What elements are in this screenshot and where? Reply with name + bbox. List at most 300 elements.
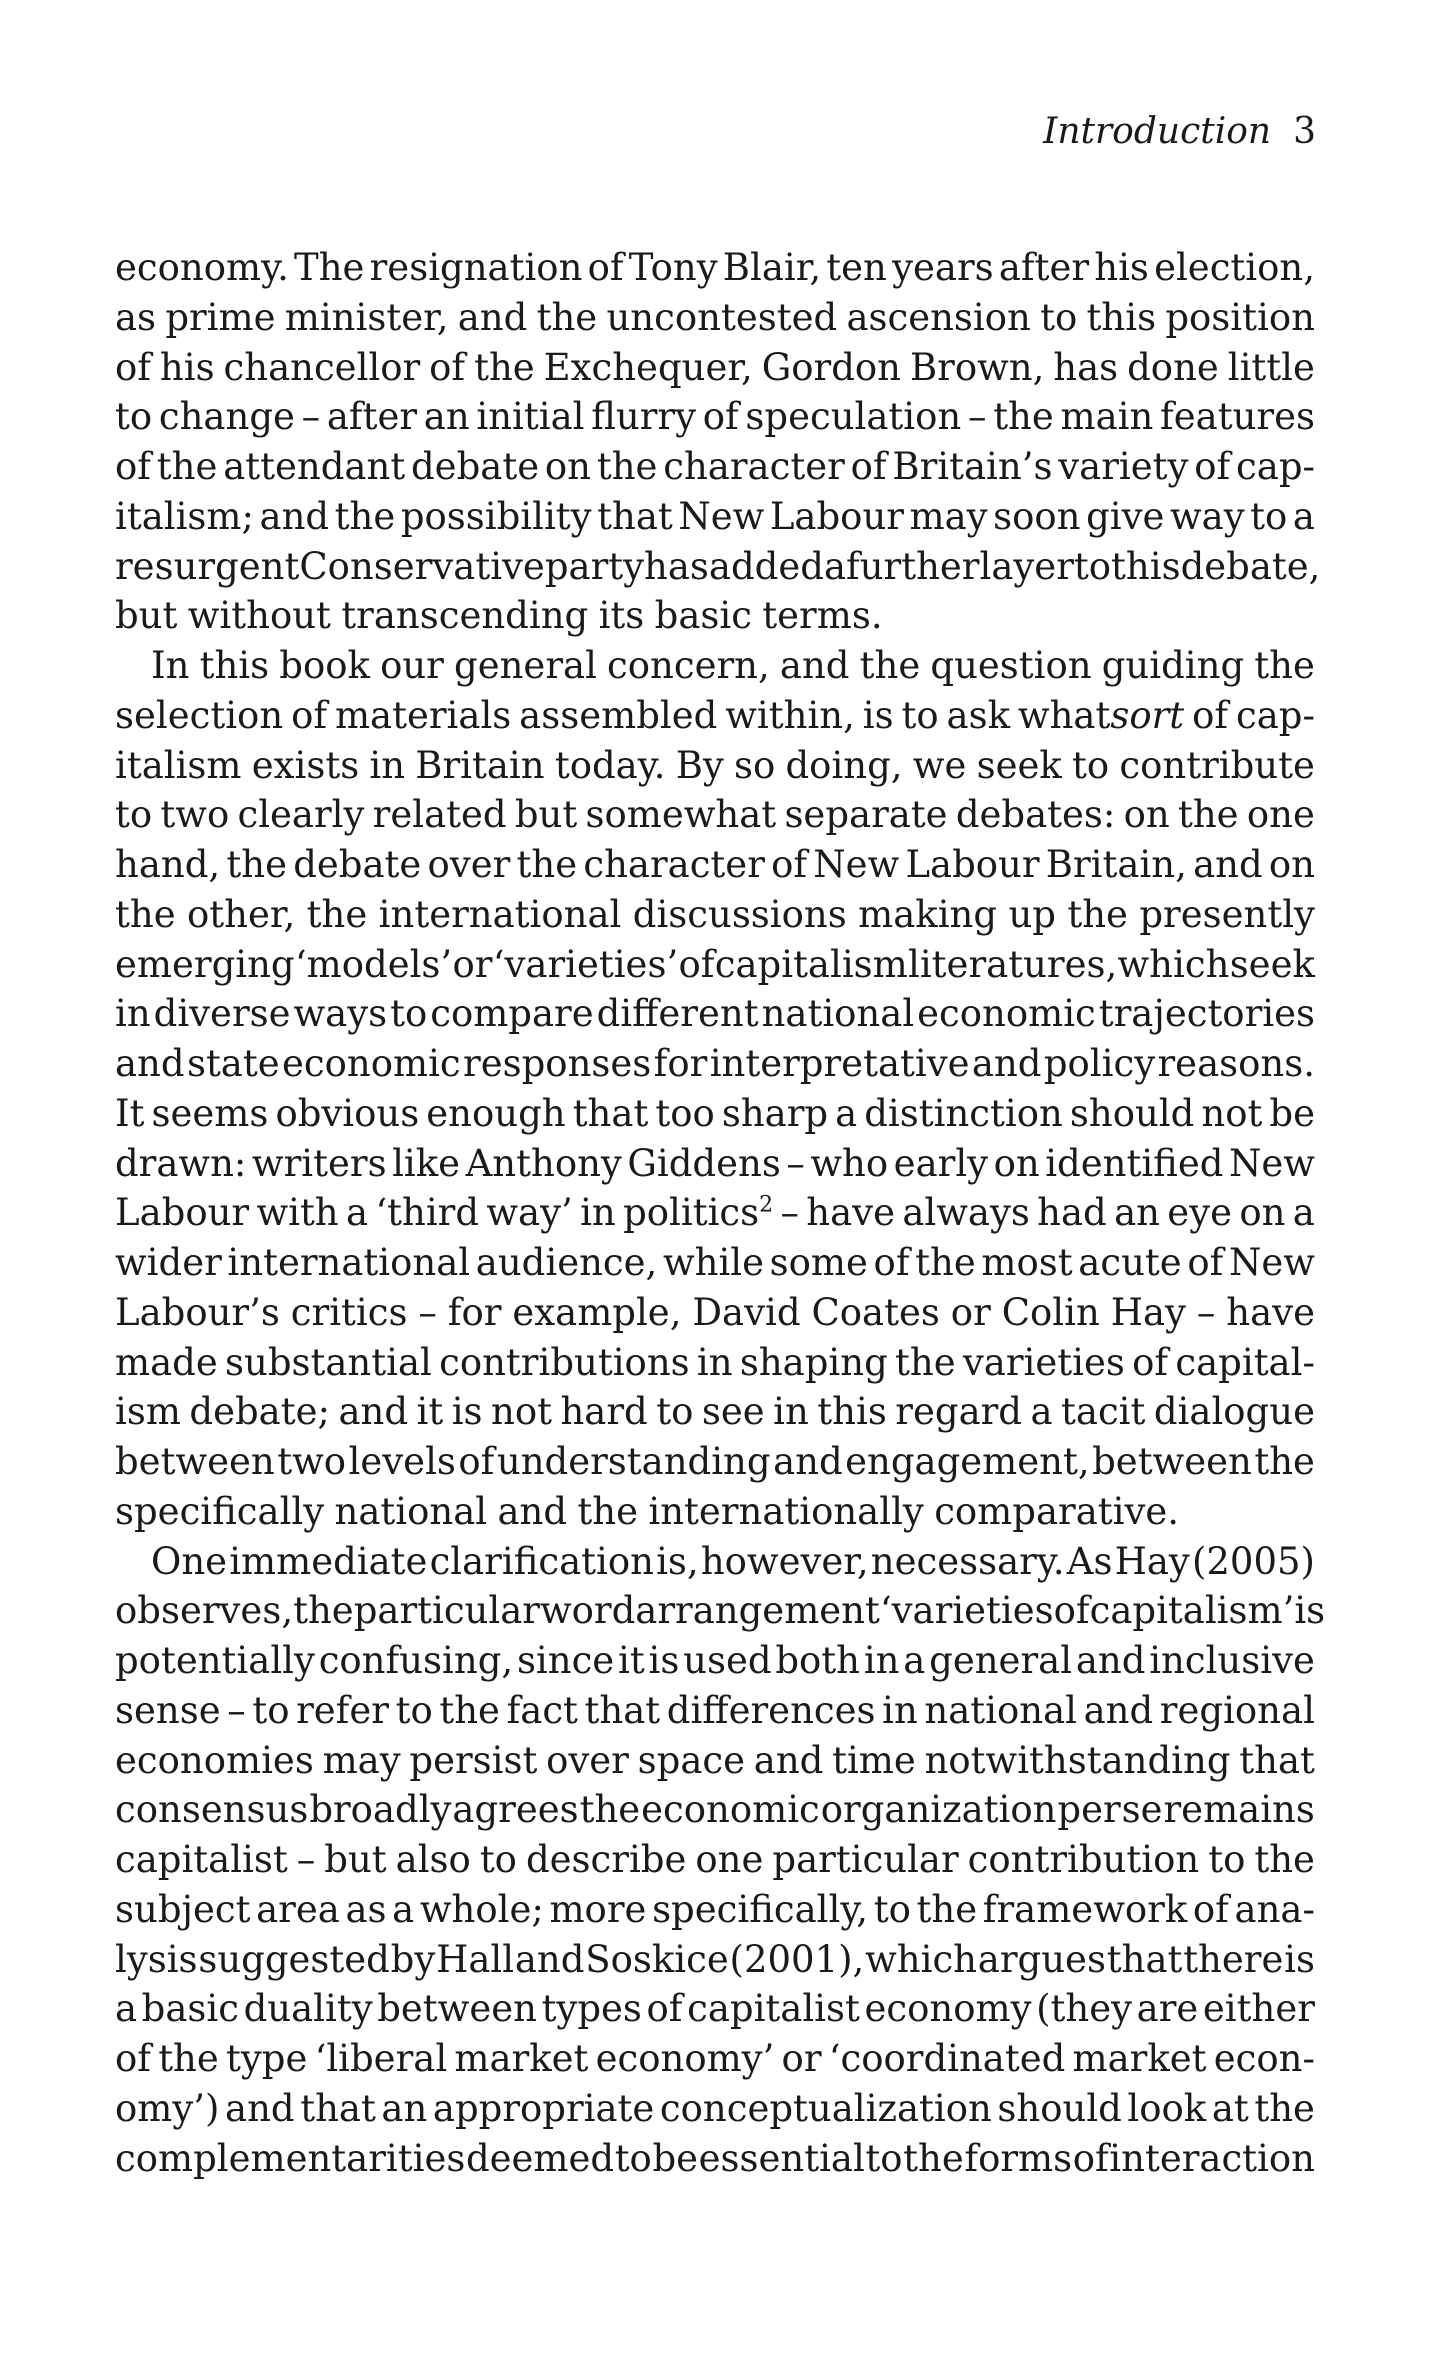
word [864,1636,900,1686]
word [315,2034,448,2084]
text-run: the [1254,1440,1315,1483]
text-run: it [618,1639,645,1682]
text-run: two [160,793,230,837]
word [458,1437,494,1487]
word [463,1039,651,1089]
word [1239,1736,1315,1786]
word [115,1288,280,1338]
text-run: capitalism’ [1089,1589,1295,1633]
text-run: other, [187,892,296,936]
text-run: types [541,1987,642,2031]
text-line [115,2084,1315,2134]
text-run: of [115,445,151,488]
text-run: to [614,2136,652,2180]
text-run: an [381,2086,428,2130]
text-run: made [115,1340,218,1384]
word [379,890,622,940]
word [710,1039,970,1089]
word [660,2084,992,2134]
text-run: some [769,1241,868,1284]
text-run: over [546,1738,629,1782]
text-run: transcending [341,594,589,638]
word [829,2034,1066,2084]
text-run: in [115,992,151,1036]
text-run: to [901,693,939,737]
word [1247,790,1315,840]
text-line [115,1487,1315,1537]
text-run: ways [293,992,388,1036]
text-run: exists [251,743,360,787]
word [1037,1188,1107,1238]
word [115,890,176,940]
text-run: conceptualization [659,2086,992,2130]
text-run: on [1239,1191,1286,1235]
text-run: we [912,743,967,787]
word [1078,1238,1181,1288]
word [115,1935,198,1985]
word [428,840,511,890]
text-run: discussions [632,892,847,936]
word [200,641,270,691]
word [978,1935,1106,1985]
text-run: after [326,395,418,439]
text-run: done [1127,345,1219,389]
text-run: the [1177,793,1239,837]
text-run: sharp [721,1091,829,1135]
word [1193,1885,1229,1935]
word [279,641,370,691]
text-run: has [644,544,709,588]
word [824,542,846,592]
text-line [115,293,1315,343]
text-run: added [708,544,824,588]
word [917,989,1096,1039]
word [813,840,899,890]
word [165,293,275,343]
text-run: whole; [419,1887,544,1931]
text-run: type [226,2037,308,2080]
word [972,1039,1042,1089]
word [424,392,470,442]
word [252,1139,387,1189]
text-run: clearly [237,793,365,837]
word [1229,1238,1315,1288]
word [418,1288,437,1338]
text-run: up [1008,892,1056,936]
word [545,542,644,592]
word [187,890,295,940]
word [618,1636,645,1686]
word [1008,890,1056,940]
text-run: economy [864,1987,1032,2031]
word [1018,691,1184,741]
text-run: related [372,793,507,837]
word [1030,1387,1052,1437]
text-run: little [1227,345,1315,389]
text-run: of [850,445,887,488]
word [1040,293,1077,343]
word [115,591,177,641]
word [687,1984,860,2034]
word [652,2134,698,2184]
text-run: italism [115,743,242,787]
word [293,1586,354,1636]
text-run: to [115,793,153,837]
word [635,1586,880,1636]
text-run: of [1053,1589,1090,1633]
text-run: deemed [465,2136,615,2180]
word [115,1984,137,2034]
word [999,243,1089,293]
word [115,1885,250,1935]
text-run: so [734,743,776,787]
text-run: are [1136,1987,1199,2031]
text-run: also [395,1838,471,1881]
text-run: of [1192,693,1229,737]
text-run: of [702,395,739,439]
text-run: the [474,345,535,389]
text-line [115,1089,1315,1139]
text-run: engagement, [845,1440,1090,1483]
word [515,1935,585,1985]
text-run: of [1187,1241,1224,1284]
word [775,1636,860,1686]
text-run: and [773,1440,843,1483]
word [115,840,220,890]
word [910,492,988,542]
word [1086,492,1164,542]
word [607,641,770,691]
text-line [115,790,1315,840]
text-run: a [392,1887,415,1931]
word [160,343,215,393]
word [1127,2084,1206,2134]
word [223,442,405,492]
text-run: has [1053,345,1119,389]
word [323,1736,401,1786]
text-run: Hall [436,1937,515,1981]
word [846,542,980,592]
text-run: of [771,843,808,886]
text-run: soon [993,494,1081,538]
word [252,741,359,791]
text-run: One [151,1539,228,1583]
text-run: but [514,793,578,837]
word [429,343,465,393]
text-run: seek [976,743,1062,787]
word [585,1935,728,1985]
text-run: general [929,1639,1073,1682]
word [319,1636,513,1686]
word [115,293,156,343]
word [703,392,739,442]
word [486,1188,572,1238]
text-run: in [882,1688,918,1732]
text-run: and [497,1489,568,1533]
text-run: emerging [115,942,295,986]
word [1175,1338,1315,1388]
word [401,492,592,542]
word [1181,542,1321,592]
text-run: particular [772,1838,959,1881]
word [229,1537,427,1587]
word [599,591,645,641]
word [1084,1686,1154,1736]
text-run: economic [282,1042,461,1085]
word [762,591,882,641]
word [519,691,717,741]
text-run: cap- [1235,693,1315,737]
word [905,840,1039,890]
text-run: a [823,544,846,588]
text-run: substantial [225,1340,432,1384]
word [968,392,987,442]
text-line [115,1039,1315,1089]
word [115,989,151,1039]
text-run: the [596,445,658,488]
text-run: broadly [309,1788,452,1832]
word [1254,641,1315,691]
text-run: Gordon [761,345,901,389]
word [597,989,759,1039]
word [1102,641,1244,691]
word [880,1586,1054,1636]
word [1167,1188,1232,1238]
text-run: ‘third [375,1191,480,1235]
text-run: to [1208,1838,1246,1881]
paragraph [115,243,1321,641]
text-run: is, [656,1539,699,1583]
word [615,2134,652,2184]
text-run: persist [409,1738,538,1782]
word [892,243,994,293]
text-run: as [115,295,157,339]
text-run: in [863,1639,900,1682]
word [1044,1039,1155,1089]
text-run: responses [463,1042,652,1085]
text-run: Anthony [465,1141,622,1185]
word [226,840,287,890]
word [474,343,535,393]
text-run: capitalist [115,1838,288,1881]
text-run: notwithstanding [924,1738,1231,1782]
text-run: – [780,1191,799,1235]
text-run: of [1194,445,1231,488]
text-run: confusing, [318,1639,514,1682]
word [515,790,577,840]
word [296,1686,389,1736]
word [1067,1537,1113,1587]
word [115,1636,315,1686]
text-run: duality [243,1987,373,2031]
word [295,940,452,990]
text-run: to [873,1887,911,1931]
word [115,2134,465,2184]
word [294,989,388,1039]
word [580,1188,616,1238]
word [817,1387,887,1437]
text-line [115,392,1315,442]
text-run: be [652,2136,699,2180]
text-run: arrangement [635,1589,880,1633]
word [770,492,904,542]
text-run: debate; [189,1390,330,1434]
word [656,1387,693,1437]
word [679,940,715,990]
word [549,1885,646,1935]
text-run: italism; [115,494,254,538]
text-line [115,691,1315,741]
word [225,2084,295,2134]
word [580,1785,641,1835]
word [874,1238,910,1288]
text-run: refer [296,1688,389,1732]
word [1139,890,1315,940]
text-run: or [950,1290,991,1334]
text-run: se [1121,1788,1163,1832]
text-run: Britain [415,743,545,787]
text-run: – [227,1688,246,1732]
word [476,392,584,442]
word [115,1139,246,1189]
text-run: basic [141,1987,239,2031]
word [297,1835,316,1885]
word [596,2034,775,2084]
word [187,1039,280,1089]
text-run: which [865,1937,977,1981]
word [277,1437,346,1487]
word [1149,1636,1315,1686]
text-run: Labour [905,843,1040,886]
word [1164,1785,1315,1835]
text-run: that [1239,1738,1315,1782]
text-run: the [1067,892,1128,936]
text-run: the [516,843,578,886]
word [302,392,321,442]
word [115,1785,308,1835]
word [780,641,850,691]
text-run: of [646,1987,683,2031]
word [452,1387,483,1437]
word [560,1387,647,1437]
word [997,2084,1121,2134]
word [1002,1288,1100,1338]
text-run: of [115,345,151,389]
text-run: since [516,1639,615,1682]
text-run: contributions [439,1340,690,1384]
text-run: national [761,992,915,1036]
text-run: this [1111,544,1181,588]
text-run: hand, [115,843,221,886]
text-run: general [454,644,597,687]
text-run: change [158,395,295,439]
word [786,1139,805,1189]
word [115,1686,221,1736]
text-run: framework [982,1887,1188,1931]
text-run: writers [251,1141,387,1185]
text-run: see [701,1390,765,1434]
text-run: of [429,345,466,389]
text-line [115,840,1315,890]
word [1250,492,1287,542]
text-line [115,1537,1315,1587]
text-run: economic [641,1788,820,1832]
word [656,1537,699,1587]
text-run: immediate [229,1539,428,1583]
text-run: levels [348,1440,456,1483]
text-run: Coates [811,1290,940,1334]
word [1154,243,1315,293]
word [324,1835,386,1885]
word [294,243,364,293]
text-run: to [252,1688,290,1732]
text-run: appropriate [432,2086,655,2130]
text-run: the [903,2136,964,2180]
text-run: eye [1167,1191,1232,1235]
text-run: to [1040,295,1078,339]
word [115,790,152,840]
text-run: different [596,992,759,1036]
text-run: economic [917,992,1096,1036]
word [573,1089,649,1139]
text-run: and [338,1390,409,1434]
word [1092,1437,1252,1487]
text-run: forms [964,2136,1073,2180]
text-run: argues [977,1937,1106,1981]
text-run: economy. [115,246,289,289]
word [433,2084,654,2134]
text-run: of [1132,1340,1169,1384]
text-run: time [832,1738,916,1782]
emphasis-text: sort [1110,693,1185,737]
word [1254,1835,1315,1885]
word [623,1188,773,1238]
word [652,1885,868,1935]
text-run: the [536,295,598,339]
word [115,243,289,293]
word [701,1537,869,1587]
word [1194,442,1230,492]
text-run: ism [115,1390,181,1434]
text-run: lysis [115,1937,198,1981]
text-line [115,890,1315,940]
text-run: an [423,395,470,439]
word [1254,2084,1315,2134]
word [115,1338,218,1388]
word [115,343,151,393]
text-run: ask [946,693,1011,737]
word [993,492,1080,542]
text-run: trajectories [1098,992,1315,1036]
word [338,1387,408,1437]
word [555,741,666,791]
word [591,392,696,442]
text-run: between [377,1987,537,2031]
text-run: Soskice [585,1937,729,1981]
word [1061,392,1154,442]
text-line [115,1984,1315,2034]
text-run: on [1268,843,1315,886]
word [606,293,837,343]
body-text [115,243,1326,2183]
word [349,1437,456,1487]
text-run: is [862,693,894,737]
word [806,1188,895,1238]
word [448,1288,502,1338]
text-run: the [915,1241,976,1284]
word [493,940,679,990]
text-run: on [1123,793,1170,837]
